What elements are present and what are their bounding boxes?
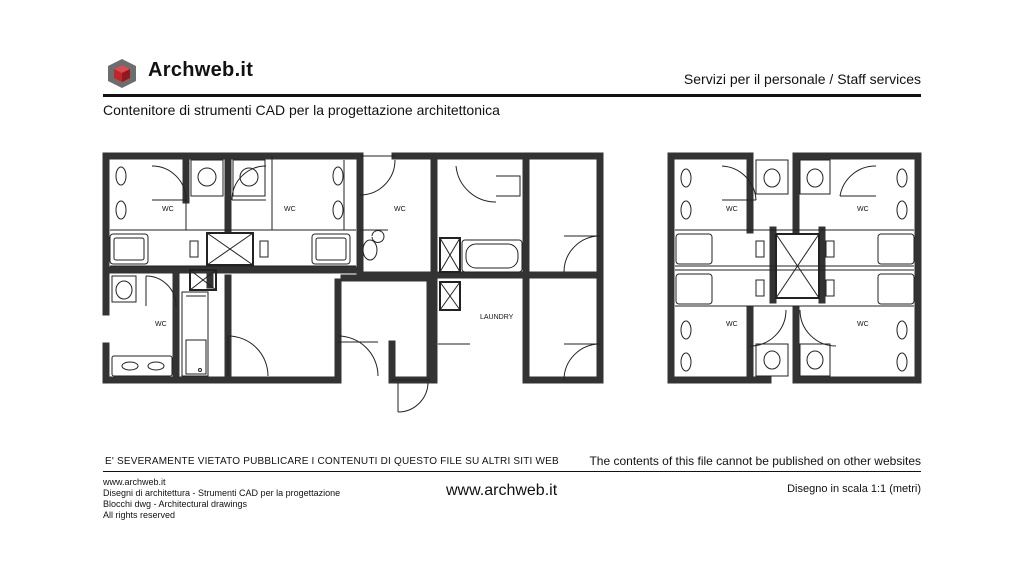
room-label-wc: WC bbox=[857, 206, 869, 213]
room-label-wc: WC bbox=[857, 321, 869, 328]
scale-note: Disegno in scala 1:1 (metri) bbox=[787, 483, 921, 495]
cube-logo-icon bbox=[106, 57, 138, 89]
footer-line: All rights reserved bbox=[103, 510, 176, 520]
footer-website: www.archweb.it bbox=[446, 482, 558, 499]
italian-notice: E' SEVERAMENTE VIETATO PUBBLICARE I CONTENUTI DI QUESTO FILE SU ALTRI SITI WEB bbox=[105, 456, 559, 467]
english-notice: The contents of this file cannot be published on other websites bbox=[589, 454, 921, 468]
room-label-wc: WC bbox=[155, 321, 167, 328]
header-divider bbox=[103, 94, 921, 97]
room-label-wc: WC bbox=[394, 206, 406, 213]
room-label-wc: WC bbox=[726, 321, 738, 328]
room-label-wc: WC bbox=[162, 206, 174, 213]
footer-divider bbox=[103, 471, 921, 472]
brand-name: Archweb.it bbox=[148, 59, 254, 81]
right-floor-plan bbox=[671, 156, 918, 380]
section-title: Servizi per il personale / Staff services bbox=[683, 71, 921, 87]
footer-line: www.archweb.it bbox=[103, 477, 166, 487]
footer-line: Blocchi dwg - Architectural drawings bbox=[103, 499, 248, 509]
wc-stall bbox=[116, 166, 186, 219]
room-label-laundry: LAUNDRY bbox=[480, 314, 514, 321]
footer-line: Disegni di architettura - Strumenti CAD per la progettazione bbox=[103, 488, 341, 498]
left-floor-plan bbox=[106, 156, 600, 412]
floor-plans bbox=[0, 140, 1024, 420]
subtitle: Contenitore di strumenti CAD per la progettazione architettonica bbox=[103, 102, 500, 118]
room-label-wc: WC bbox=[726, 206, 738, 213]
room-label-wc: WC bbox=[284, 206, 296, 213]
